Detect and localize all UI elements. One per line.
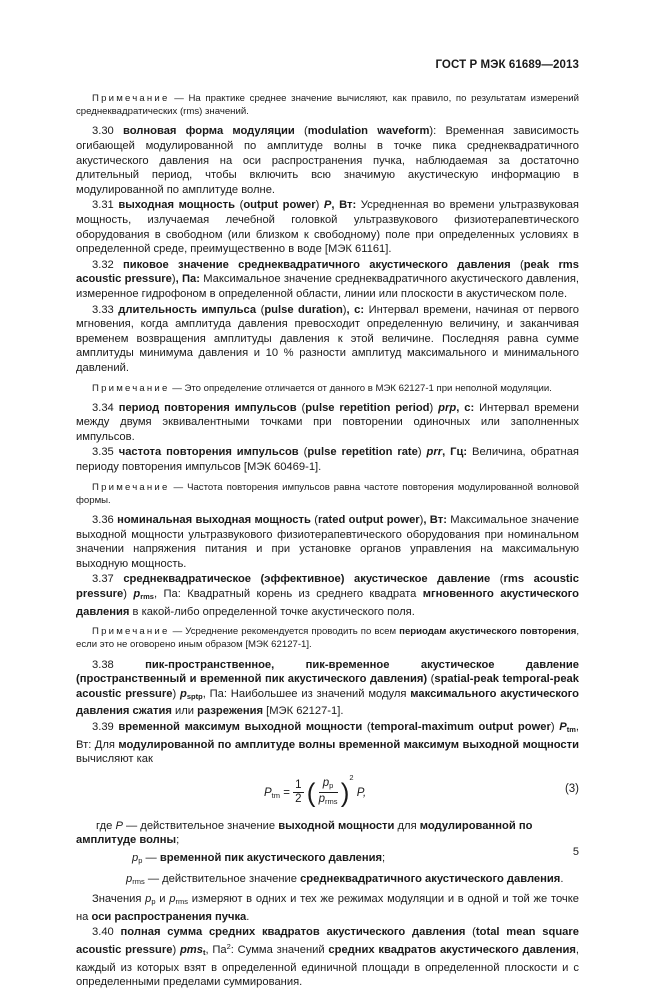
page-number: 5 bbox=[572, 846, 579, 858]
term-3-33: 3.33 длительность импульса (pulse duration), с: Интервал времени, начиная от первого мгновения, когда амплитуда давления превосходит определенную величину, и заканчивая временем возвращения амплитуды давления к этой величине. Последняя равна сумме амплитуды минимума давления и 10 % разности амплитуд максимального и минимального давлений. bbox=[76, 303, 579, 374]
term-3-32: 3.32 пиковое значение среднеквадратичного акустического давления (peak rms acoustic pressure), Па: Максимальное значение среднеквадратичного акустического давления, измеренное гидрофоном в определенной области, линии или плоскости в акустическом поле. bbox=[76, 258, 579, 300]
term-3-38: 3.38 пик-пространственное, пик-временное акустическое давление (пространственный и временной пик акустического давления) (spatial-peak temporal-peak acoustic pressure) $p_{sptp}$, Па: Наибольшее из значений модуля максимального акустического давления сжатия или разрежения [МЭК 62127-1]. bbox=[76, 658, 580, 718]
term-3-35: 3.35 частота повторения импульсов (pulse repetition rate) prr, Гц: Величина, обратная периоду повторения импульсов [МЭК 60469-1]. bbox=[76, 446, 579, 474]
note: Примечание — Частота повторения импульсов равна частоте повторения модулированной волновой формы. bbox=[76, 481, 579, 506]
fraction-pressure: $\frac{p_p}{p_{rms}}$ bbox=[318, 777, 338, 807]
term-3-30: 3.30 волновая форма модуляции (modulation waveform): Временная зависимость огибающей модулированной по амплитуде волны в точке пика среднеквадратичного акустического давления на оси распространения пучка, наблюдаемая за достаточно длительный период, чтобы включить всю значимую акустическую информацию в модулированной по амплитуде волне. bbox=[76, 125, 579, 196]
formula-number: (3) bbox=[564, 782, 579, 795]
right-paren: ) bbox=[340, 777, 350, 808]
values-paragraph: Значения $p_p$ и $p_{rms}$ измеряют в одних и тех же режимах модуляции и в одной и той же точке на оси распространения пучка. bbox=[76, 893, 579, 923]
term-3-40: 3.40 полная сумма средних квадратов акустического давления (total mean square acoustic pressure) pms$_t$, $Па^2$: Сумма значений средних квадратов акустического давления, каждый из которых взят в определенной единичной площади в определенной плоскости и с определенными пределами суммирования. bbox=[76, 926, 579, 989]
where-item: $p_{rms}$ — действительное значение среднеквадратичного акустического давления. bbox=[126, 872, 564, 886]
fraction-half: $\frac{1}{2}$ bbox=[295, 779, 302, 806]
page-content bbox=[76, 92, 579, 991]
term-3-34: 3.34 период повторения импульсов (pulse repetition period) prp, с: Интервал времени между двумя эквивалентными точками при повторении одиночных или заполненных импульсов. bbox=[76, 401, 579, 443]
term-3-36: 3.36 номинальная выходная мощность (rated output power), Вт: Максимальное значение выходной мощности ультразвукового физиотерапевтического оборудования при номинальном значении напряжения питания и при установке органов управления на максимальную выходную мощность. bbox=[76, 514, 579, 570]
term-3-31: 3.31 выходная мощность (output power) P, Вт: Усредненная во времени ультразвуковая мощность, излучаемая лечебной головкой ультразвукового физиотерапевтического оборудования в свободном (или близком к свободному) поле при определенных условиях в определенной среде, преимущественно в воде [МЭК 61161]. bbox=[76, 199, 579, 256]
document-id: ГОСТ Р МЭК 61689—2013 bbox=[435, 59, 579, 71]
formula-3 bbox=[76, 769, 579, 815]
where-item: $p_p$ — временной пик акустического давления; bbox=[132, 851, 386, 865]
note: Примечание — Усреднение рекомендуется проводить по всем периодам акустического повторения, если это не оговорено иным образом [МЭК 62127-1]. bbox=[76, 626, 579, 651]
term-3-37: 3.37 среднеквадратическое (эффективное) акустическое давление (rms acoustic pressure) $p_{rms}$, Па: Квадратный корень из среднего квадрата мгновенного акустического давления в какой-либо определенной точке акустического поля. bbox=[76, 573, 579, 618]
formula-expression: $P_{tm}$ = $\frac{1}{2}$ ( $\frac{p_p}{p_{rms}}$ )$^2$ P, bbox=[264, 772, 367, 808]
note: Примечание — Это определение отличается от данного в МЭК 62127-1 при неполной модуляции. bbox=[92, 382, 552, 394]
where-item: где P — действительное значение выходной мощности для модулированной по амплитуде волны; bbox=[76, 819, 533, 847]
note: Примечание — На практике среднее значение вычисляют, как правило, по результатам измерений среднеквадратических (rms) значений. bbox=[76, 93, 579, 118]
term-3-39: 3.39 временной максимум выходной мощности (temporal-maximum output power) $P_{tm}$, Вт: Для модулированной по амплитуде волны временной максимум выходной мощности вычисляют как bbox=[76, 721, 579, 766]
left-paren: ( bbox=[306, 777, 316, 808]
